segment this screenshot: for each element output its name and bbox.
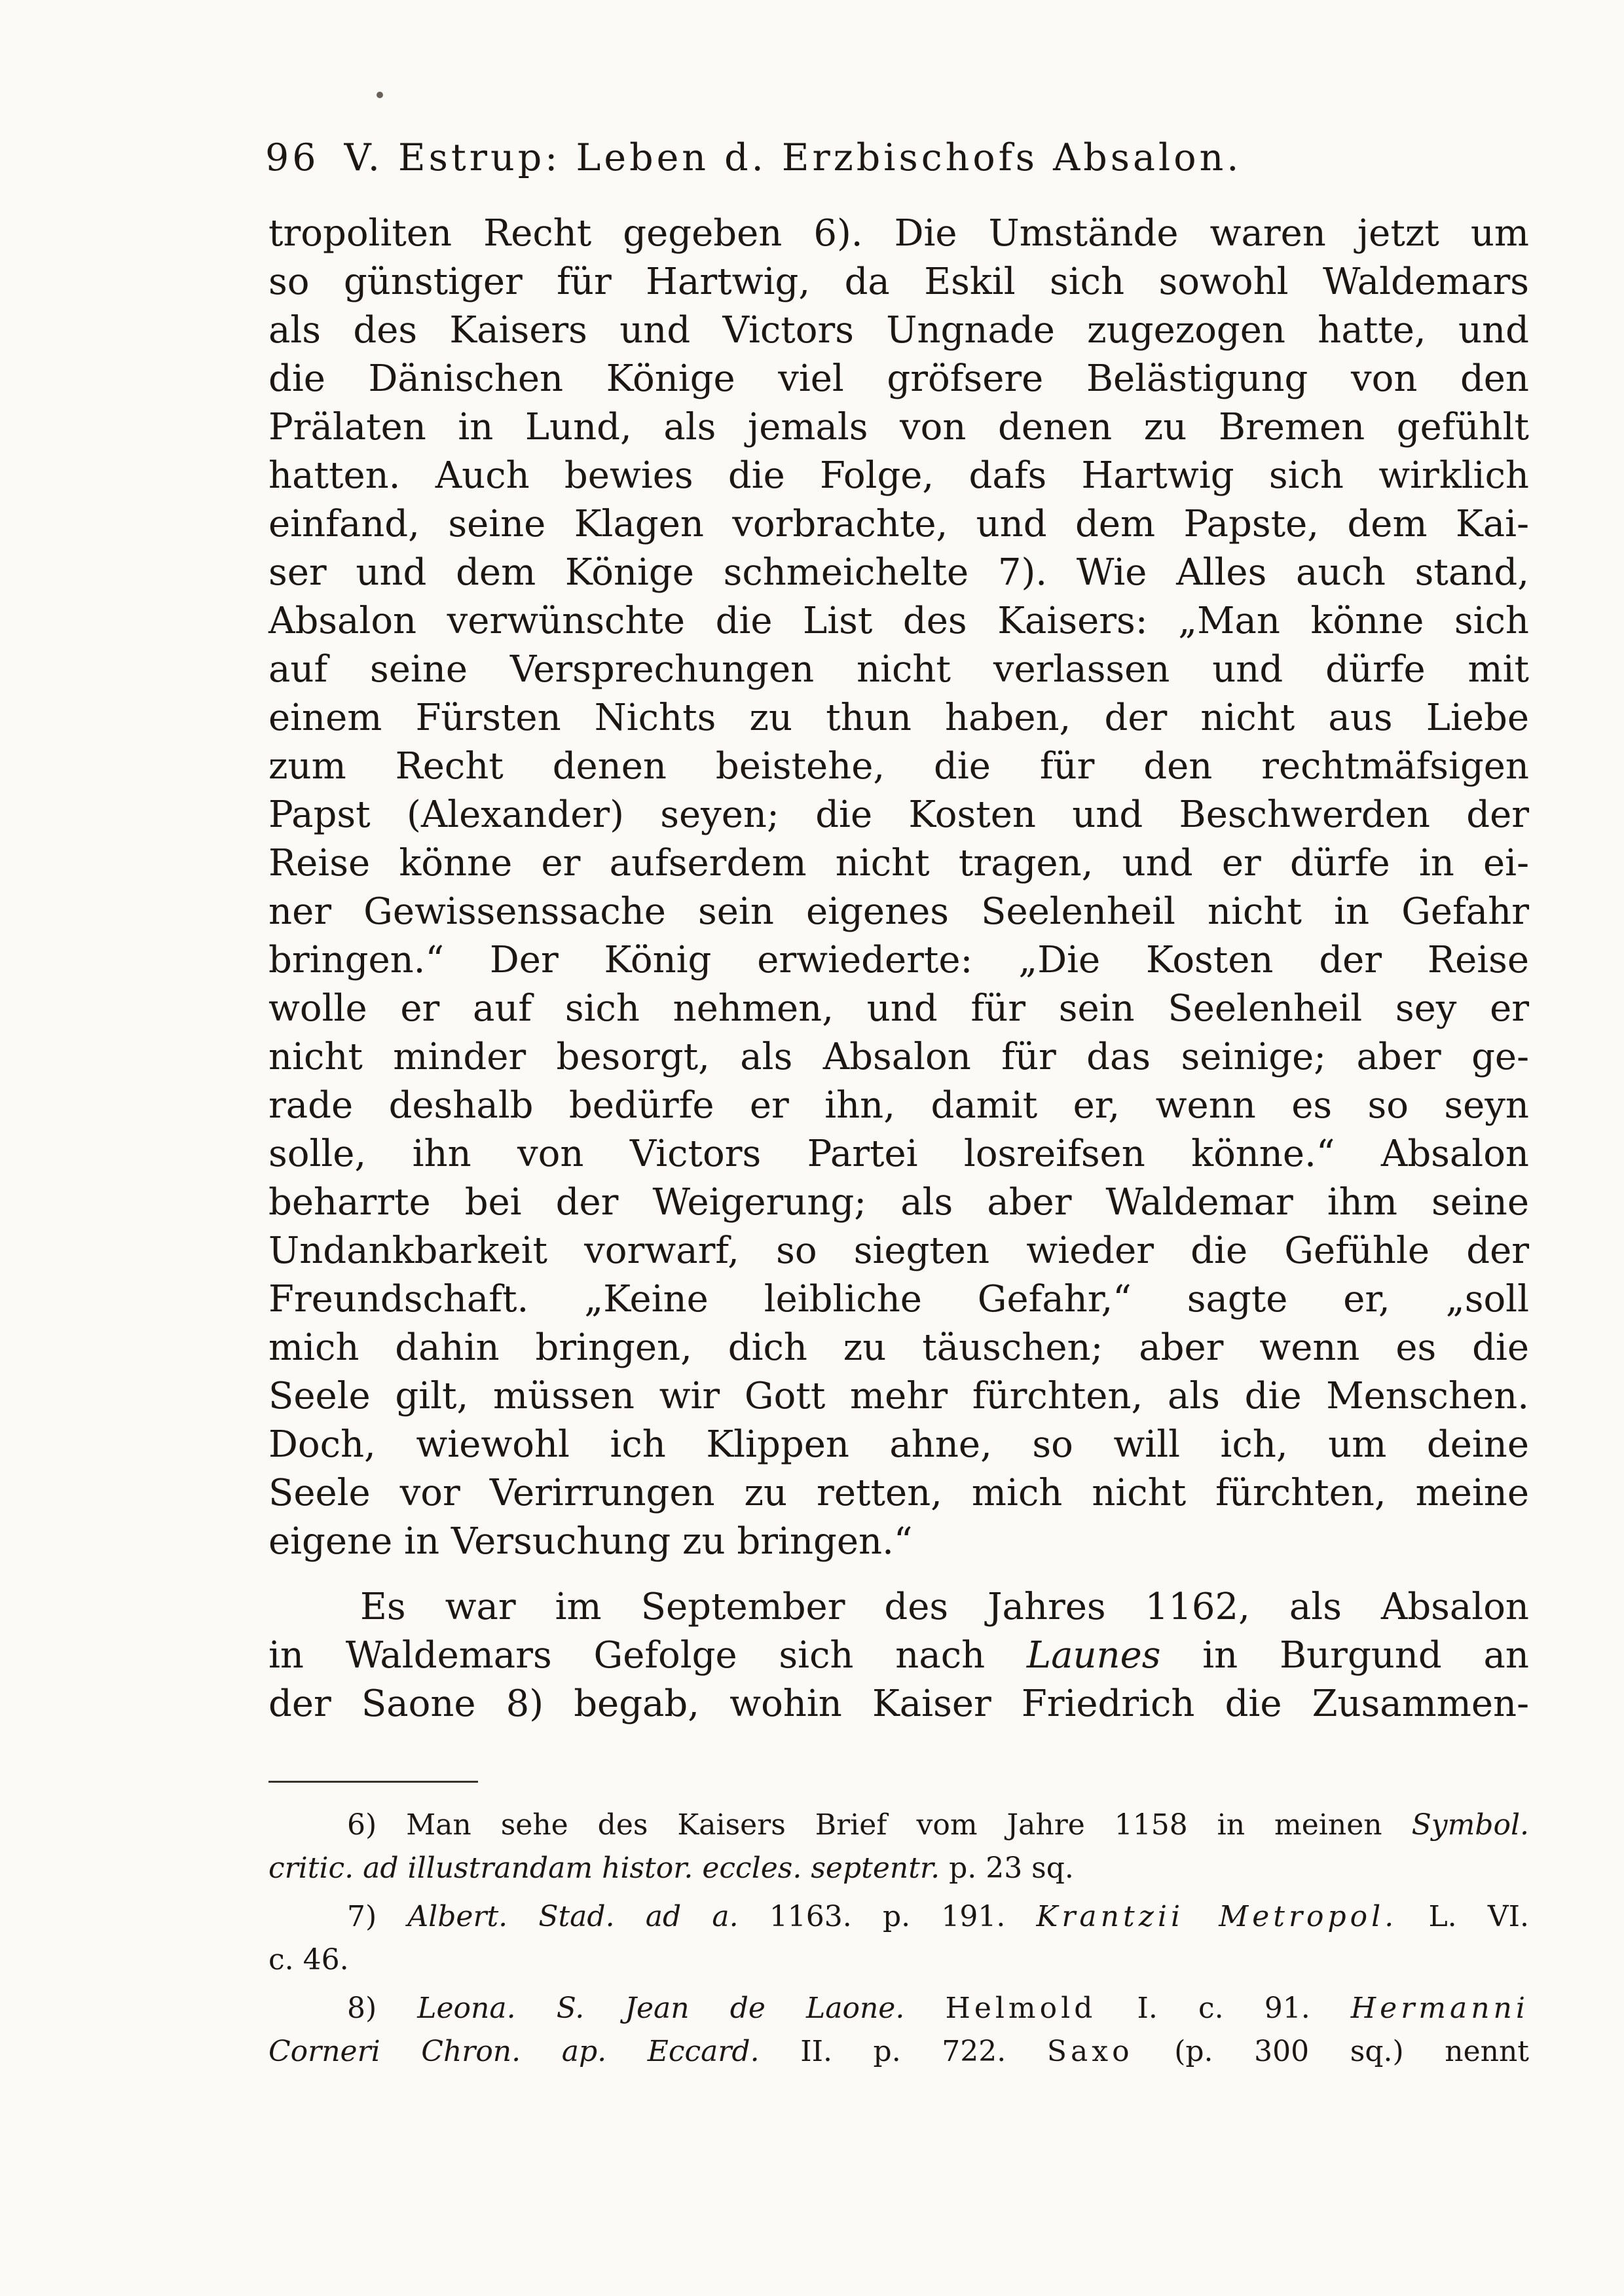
text-run-italic: Symbol. [1411,1808,1529,1842]
text-line: hatten. Auch bewies die Folge, dafs Hartwig sich wirklich [268,454,1529,497]
main-text [268,210,1529,1728]
text-line [268,1631,1529,1680]
text-line: Freundschaft. „Keine leibliche Gefahr,“ sagte er, „soll [268,1278,1529,1321]
text-line: so günstiger für Hartwig, da Eskil sich sowohl Waldemars [268,261,1529,303]
text-run: in Waldemars Gefolge sich nach [268,1634,1027,1677]
text-run-spaced: Helmold [945,1992,1097,2025]
footnotes [268,1804,1529,2073]
text-run: 1163. p. 191. [769,1900,1006,1933]
footnote-8-line-1 [268,1987,1529,2030]
text-line: Prälaten in Lund, als jemals von denen zu Bremen gefühlt [268,406,1529,448]
text-line: beharrte bei der Weigerung; als aber Waldemar ihm seine [268,1181,1529,1224]
text-line: Absalon verwünschte die List des Kaisers: „Man könne sich [268,600,1529,642]
text-line: ner Gewissenssache sein eigenes Seelenheil nicht in Gefahr [268,890,1529,933]
text-line [268,1680,1529,1728]
text-line: mich dahin bringen, dich zu täuschen; aber wenn es die [268,1326,1529,1369]
text-run: L. VI. [1428,1900,1530,1933]
text-line: nicht minder besorgt, als Absalon für das seinige; aber ge- [268,1036,1529,1078]
text-run-spaced: Saxo [1046,2035,1134,2068]
text-run: 8) [347,1992,377,2025]
text-line: bringen.“ Der König erwiederte: „Die Kosten der Reise [268,939,1529,981]
running-header [265,128,1542,187]
footnote-6-line-1 [268,1804,1529,1847]
text-run: I. c. 91. [1137,1992,1310,2025]
text-line: Seele gilt, müssen wir Gott mehr fürchten, als die Menschen. [268,1375,1529,1417]
text-line: einfand, seine Klagen vorbrachte, und dem Papste, dem Kai- [268,503,1529,545]
text-run-italic: Albert. Stad. ad a. [407,1900,739,1933]
page-number: 96 [265,136,320,179]
print-speck [377,92,383,98]
text-run: (p. 300 sq.) nennt [1174,2035,1529,2068]
text-run-italic: Leona. S. Jean de Laone. [417,1992,905,2025]
text-line: zum Recht denen beistehe, die für den rechtmäfsigen [268,745,1529,788]
text-line: tropoliten Recht gegeben 6). Die Umstände waren jetzt um [268,212,1529,255]
text-run: 6) Man sehe des Kaisers Brief vom Jahre 1158 in meinen [347,1808,1382,1842]
text-run: p. 23 sq. [949,1851,1074,1885]
footnote-rule [268,1781,478,1783]
text-run-italic: Krantzii Metropol. [1036,1900,1398,1933]
text-line: ser und dem Könige schmeichelte 7). Wie Alles auch stand, [268,551,1529,594]
text-line: die Dänischen Könige viel gröfsere Belästigung von den [268,357,1529,400]
text-line: Undankbarkeit vorwarf, so siegten wieder die Gefühle der [268,1230,1529,1272]
text-line: solle, ihn von Victors Partei losreifsen könne.“ Absalon [268,1133,1529,1175]
text-line: eigene in Versuchung zu bringen.“ [268,1520,913,1563]
footnote-7-line-2: c. 46. [268,1943,349,1977]
text-line: rade deshalb bedürfe er ihn, damit er, wenn es so seyn [268,1084,1529,1127]
text-run-italic: Corneri Chron. ap. Eccard. [268,2035,760,2068]
text-line: Reise könne er aufserdem nicht tragen, und er dürfe in ei- [268,842,1529,884]
text-line: Papst (Alexander) seyen; die Kosten und Beschwerden der [268,793,1529,836]
text-line: als des Kaisers und Victors Ungnade zugezogen hatte, und [268,309,1529,352]
text-run: II. p. 722. [800,2035,1006,2068]
footnote-7-line-1: 7) Albert. Stad. ad a. 1163. p. 191. Krantzii Metropol. L. VI. [347,1900,1530,1933]
place-name-italic: Launes [1026,1634,1161,1677]
footnote-8-line-2 [268,2030,1529,2073]
text-run-italic: critic. ad illustrandam histor. eccles. septentr. [268,1851,940,1885]
text-run: in Burgund an [1160,1634,1529,1677]
paragraph-start-line [268,1583,1529,1631]
text-line: Doch, wiewohl ich Klippen ahne, so will ich, um deine [268,1423,1529,1466]
text-run: der Saone 8) begab, wohin Kaiser Friedrich die Zusammen- [268,1683,1529,1725]
text-line: Seele vor Verirrungen zu retten, mich nicht fürchten, meine [268,1472,1529,1514]
text-line: einem Fürsten Nichts zu thun haben, der nicht aus Liebe [268,697,1529,739]
footnote-6-line-2 [268,1847,1529,1890]
text-line: auf seine Versprechungen nicht verlassen und dürfe mit [268,648,1529,691]
text-line: wolle er auf sich nehmen, und für sein Seelenheil sey er [268,987,1529,1030]
text-run-italic: Hermanni [1350,1992,1529,2025]
text-run: Es war im September des Jahres 1162, als Absalon [360,1586,1529,1628]
running-title: V. Estrup: Leben d. Erzbischofs Absalon. [344,136,1242,179]
